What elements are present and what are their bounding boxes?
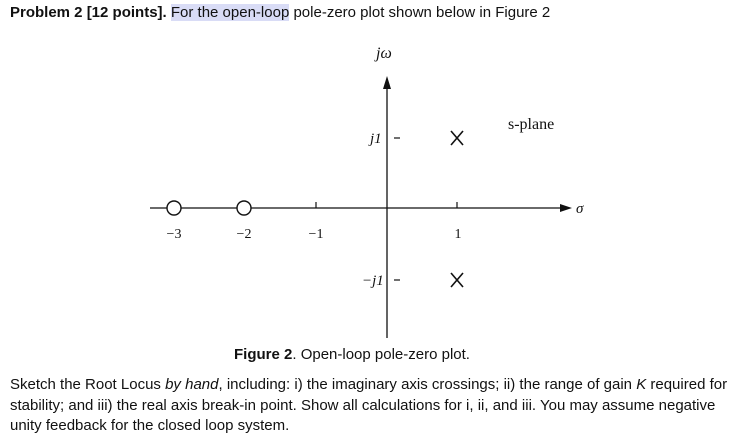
x-tick-label: −1	[308, 227, 324, 242]
x-tick-label: 1	[454, 227, 462, 242]
instructions-text: required for stability; and iii) the real axis break-in point. Show all calculations for i, ii, and iii. You may assume negative unity feedback for the closed loop system.	[10, 376, 728, 434]
real-axis-arrow	[560, 204, 572, 212]
imag-axis-arrow	[383, 76, 391, 89]
pole-marker	[451, 131, 463, 145]
real-axis-label: σ	[576, 201, 584, 217]
pole-marker	[451, 273, 463, 287]
x-tick-label: −2	[236, 227, 252, 242]
instructions-emphasis: by hand	[165, 376, 219, 393]
zero-marker	[167, 201, 181, 215]
instructions-text: , including: i) the imaginary axis crossings; ii) the range of gain	[218, 376, 637, 393]
instructions-text: Sketch the Root Locus	[10, 376, 166, 393]
highlighted-text: For the open-loop	[170, 4, 290, 21]
zero-marker	[237, 201, 251, 215]
figure-label: Figure 2	[234, 346, 293, 363]
s-plane-label: s-plane	[508, 116, 555, 133]
problem-title: Problem 2 [12 points].	[10, 4, 167, 21]
figure-caption-text: . Open-loop pole-zero plot.	[292, 346, 470, 363]
imag-axis-label: jω	[376, 45, 392, 62]
instructions-paragraph	[10, 375, 732, 437]
problem-statement: pole-zero plot shown below in Figure 2	[293, 4, 551, 21]
y-tick-label: j1	[370, 131, 382, 147]
x-tick-label: −3	[166, 227, 182, 242]
figure-caption	[234, 346, 470, 363]
y-tick-label: −j1	[362, 273, 384, 289]
instructions-emphasis: K	[636, 376, 647, 393]
